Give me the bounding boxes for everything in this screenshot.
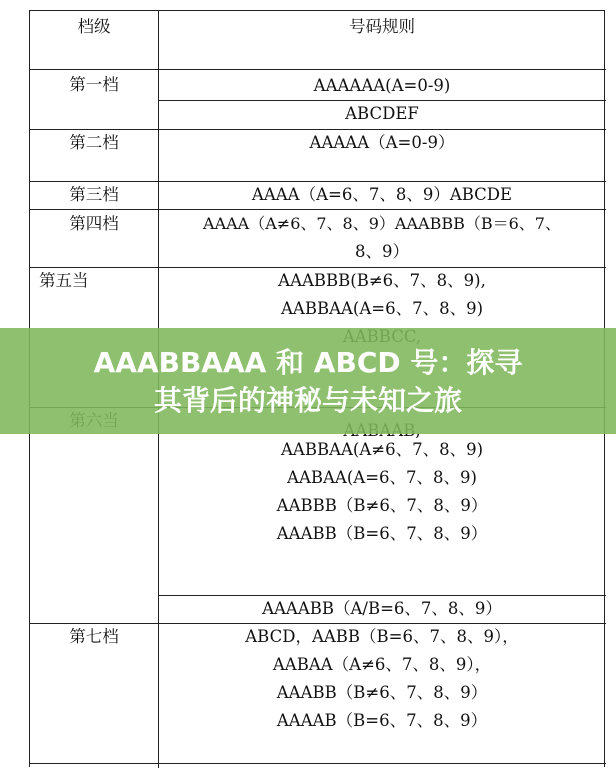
tier5-level: 第五当	[39, 271, 89, 290]
tier6-rule: AABBB（B≠6、7、8、9）	[276, 496, 488, 515]
tier6-rule: AABBAA(A≠6、7、8、9)	[280, 440, 484, 459]
tier4-rule: 8、9）	[355, 242, 409, 261]
tier7-level: 第七档	[69, 627, 119, 646]
tier2-rule: AAAAA（A=0-9）	[309, 133, 455, 152]
tier4-level: 第四档	[69, 214, 119, 233]
header-rule: 号码规则	[349, 17, 415, 36]
tier7-rule: ABCD，AABB（B=6、7、8、9），	[245, 627, 519, 646]
row-divider	[30, 763, 606, 764]
tier1-rule: ABCDEF	[345, 104, 419, 123]
tier4-rule: AAAA（A≠6、7、8、9）AAABBB（B＝6、7、	[203, 214, 561, 233]
row-divider	[30, 69, 606, 70]
tier1-level: 第一档	[69, 75, 119, 94]
tier1-rule: AAAAAA(A=0-9)	[313, 76, 451, 95]
banner-title-line1: AAABBAAA 和 ABCD 号：探寻	[93, 346, 523, 379]
tier3-rule: AAAA（A=6、7、8、9）ABCDE	[251, 185, 513, 204]
tier6-rule: AAAABB（A/B=6、7、8、9）	[262, 599, 502, 618]
tier7-rule: AAABB（B≠6、7、8、9）	[276, 683, 488, 702]
tier5-rule: AABBAA(A=6、7、8、9)	[280, 299, 484, 318]
banner-title-line2: 其背后的神秘与未知之旅	[153, 384, 462, 417]
tier5-rule: AAABBB(B≠6、7、8、9),	[278, 271, 486, 290]
tier7-rule: AAAAB（B=6、7、8、9）	[276, 711, 488, 730]
tier3-level: 第三档	[69, 185, 119, 204]
header-level: 档级	[77, 17, 111, 36]
tier2-level: 第二档	[69, 133, 119, 152]
tier6-rule: AAABB（B=6、7、8、9）	[276, 524, 488, 543]
tier6-rule: AABAA(A=6、7、8、9)	[287, 468, 477, 487]
banner-title	[0, 344, 616, 420]
tier7-rule: AABAA（A≠6、7、8、9），	[272, 655, 492, 674]
